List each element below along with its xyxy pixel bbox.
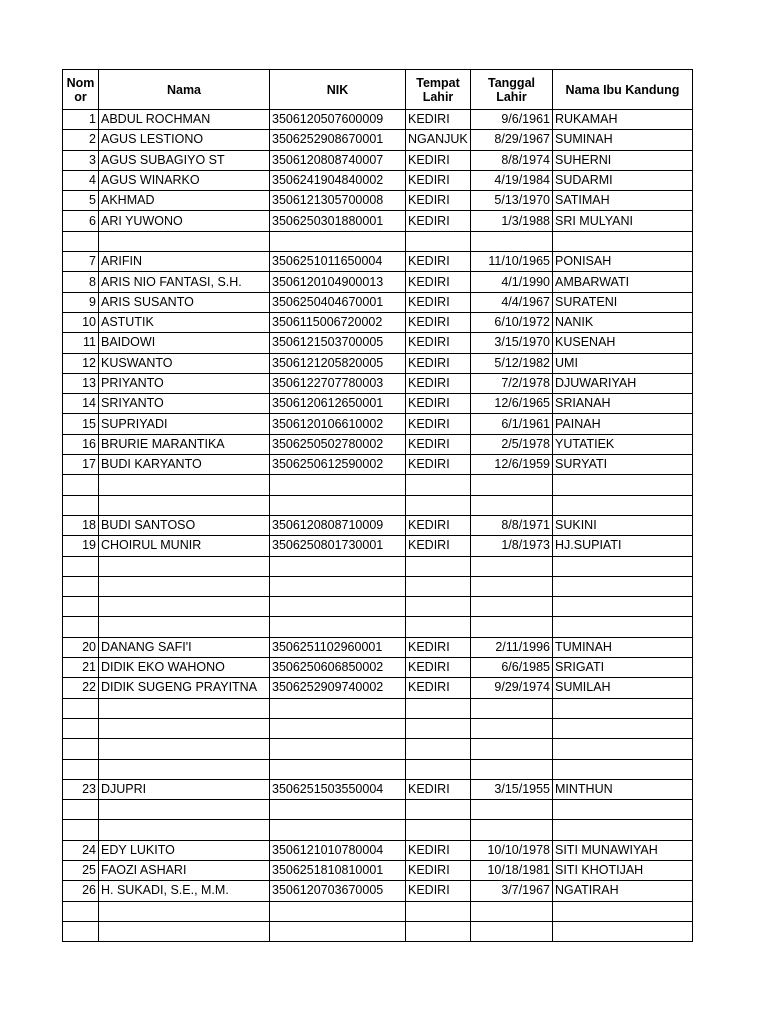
- cell-nomor: 18: [63, 515, 99, 535]
- cell-tanggal-lahir: [471, 597, 553, 617]
- table-row: [63, 110, 693, 130]
- cell-nomor: [63, 556, 99, 576]
- table-row: [63, 252, 693, 272]
- cell-nik: 3506121503700005: [270, 333, 406, 353]
- cell-tempat-lahir: [406, 739, 471, 759]
- cell-nik: [270, 576, 406, 596]
- cell-nama-ibu-kandung: [553, 475, 693, 495]
- cell-nomor: 13: [63, 373, 99, 393]
- cell-tanggal-lahir: [471, 495, 553, 515]
- table-row: [63, 434, 693, 454]
- cell-nik: 3506241904840002: [270, 170, 406, 190]
- cell-nama-ibu-kandung: [553, 820, 693, 840]
- cell-nomor: [63, 800, 99, 820]
- cell-nik: 3506120612650001: [270, 394, 406, 414]
- table-row: [63, 840, 693, 860]
- cell-nama: PRIYANTO: [99, 373, 270, 393]
- cell-nama: ARIFIN: [99, 252, 270, 272]
- table-row: [63, 881, 693, 901]
- cell-nama-ibu-kandung: SRIANAH: [553, 394, 693, 414]
- cell-nik: [270, 597, 406, 617]
- cell-tanggal-lahir: 12/6/1959: [471, 455, 553, 475]
- cell-nomor: 22: [63, 678, 99, 698]
- cell-tanggal-lahir: 8/8/1974: [471, 150, 553, 170]
- cell-tanggal-lahir: 10/10/1978: [471, 840, 553, 860]
- table-row: [63, 718, 693, 738]
- cell-tempat-lahir: KEDIRI: [406, 191, 471, 211]
- cell-tempat-lahir: KEDIRI: [406, 840, 471, 860]
- table-row: [63, 921, 693, 941]
- cell-nama: SRIYANTO: [99, 394, 270, 414]
- cell-nama: ASTUTIK: [99, 312, 270, 332]
- cell-nomor: 16: [63, 434, 99, 454]
- cell-nomor: [63, 698, 99, 718]
- cell-nama-ibu-kandung: NANIK: [553, 312, 693, 332]
- cell-nomor: 5: [63, 191, 99, 211]
- table-row: [63, 130, 693, 150]
- cell-nik: 3506120808740007: [270, 150, 406, 170]
- cell-tanggal-lahir: 9/29/1974: [471, 678, 553, 698]
- cell-nama-ibu-kandung: NGATIRAH: [553, 881, 693, 901]
- cell-nomor: [63, 820, 99, 840]
- cell-nama: DANANG SAFI'I: [99, 637, 270, 657]
- cell-nik: 3506252909740002: [270, 678, 406, 698]
- data-table: [62, 69, 693, 942]
- cell-nik: [270, 718, 406, 738]
- cell-tanggal-lahir: [471, 576, 553, 596]
- cell-tempat-lahir: KEDIRI: [406, 252, 471, 272]
- cell-nomor: [63, 739, 99, 759]
- cell-tempat-lahir: KEDIRI: [406, 312, 471, 332]
- cell-nama: [99, 820, 270, 840]
- cell-tempat-lahir: [406, 921, 471, 941]
- table-row: [63, 800, 693, 820]
- cell-tanggal-lahir: 9/6/1961: [471, 110, 553, 130]
- cell-nama: DIDIK SUGENG PRAYITNA: [99, 678, 270, 698]
- cell-nomor: 19: [63, 536, 99, 556]
- cell-tanggal-lahir: [471, 759, 553, 779]
- cell-nama: [99, 475, 270, 495]
- table-row: [63, 536, 693, 556]
- header-tempat-lahir: Tempat Lahir: [406, 70, 471, 110]
- cell-nama-ibu-kandung: SUKINI: [553, 515, 693, 535]
- cell-nama-ibu-kandung: SURATENI: [553, 292, 693, 312]
- cell-tempat-lahir: [406, 759, 471, 779]
- cell-nama: FAOZI ASHARI: [99, 860, 270, 880]
- header-tanggal-lahir: Tanggal Lahir: [471, 70, 553, 110]
- cell-nama-ibu-kandung: [553, 556, 693, 576]
- cell-tempat-lahir: KEDIRI: [406, 110, 471, 130]
- cell-nomor: [63, 231, 99, 251]
- cell-nama: [99, 698, 270, 718]
- table-row: [63, 455, 693, 475]
- cell-nama-ibu-kandung: [553, 800, 693, 820]
- cell-tanggal-lahir: [471, 800, 553, 820]
- table-row: [63, 394, 693, 414]
- cell-tempat-lahir: [406, 475, 471, 495]
- cell-nik: 3506120104900013: [270, 272, 406, 292]
- cell-nomor: 4: [63, 170, 99, 190]
- cell-nama-ibu-kandung: YUTATIEK: [553, 434, 693, 454]
- cell-nik: 3506120703670005: [270, 881, 406, 901]
- table-row: [63, 617, 693, 637]
- cell-nama-ibu-kandung: KUSENAH: [553, 333, 693, 353]
- cell-tempat-lahir: KEDIRI: [406, 373, 471, 393]
- cell-nama: SUPRIYADI: [99, 414, 270, 434]
- cell-tempat-lahir: [406, 231, 471, 251]
- cell-tanggal-lahir: [471, 921, 553, 941]
- cell-nama: AGUS LESTIONO: [99, 130, 270, 150]
- cell-nik: [270, 698, 406, 718]
- cell-nomor: 23: [63, 779, 99, 799]
- cell-nik: 3506115006720002: [270, 312, 406, 332]
- cell-nik: 3506250612590002: [270, 455, 406, 475]
- cell-nama-ibu-kandung: [553, 495, 693, 515]
- cell-tanggal-lahir: [471, 739, 553, 759]
- cell-tempat-lahir: [406, 698, 471, 718]
- cell-nama: ARIS SUSANTO: [99, 292, 270, 312]
- cell-tempat-lahir: KEDIRI: [406, 170, 471, 190]
- cell-tempat-lahir: KEDIRI: [406, 881, 471, 901]
- table-row: [63, 150, 693, 170]
- cell-nik: [270, 556, 406, 576]
- cell-nik: [270, 921, 406, 941]
- cell-tanggal-lahir: 3/15/1970: [471, 333, 553, 353]
- cell-nik: 3506121305700008: [270, 191, 406, 211]
- cell-tanggal-lahir: [471, 820, 553, 840]
- cell-nama: [99, 901, 270, 921]
- cell-tempat-lahir: NGANJUK: [406, 130, 471, 150]
- cell-nik: [270, 800, 406, 820]
- table-row: [63, 901, 693, 921]
- cell-nama-ibu-kandung: SUMILAH: [553, 678, 693, 698]
- cell-tempat-lahir: KEDIRI: [406, 333, 471, 353]
- cell-nik: [270, 901, 406, 921]
- table-row: [63, 597, 693, 617]
- cell-nik: 3506120507600009: [270, 110, 406, 130]
- cell-nik: 3506121205820005: [270, 353, 406, 373]
- cell-tempat-lahir: [406, 556, 471, 576]
- table-row: [63, 678, 693, 698]
- cell-nama: BRURIE MARANTIKA: [99, 434, 270, 454]
- cell-tempat-lahir: KEDIRI: [406, 434, 471, 454]
- cell-nik: [270, 231, 406, 251]
- cell-tanggal-lahir: 7/2/1978: [471, 373, 553, 393]
- cell-nomor: 3: [63, 150, 99, 170]
- cell-tempat-lahir: KEDIRI: [406, 414, 471, 434]
- cell-nama-ibu-kandung: SUHERNI: [553, 150, 693, 170]
- cell-nama: BUDI KARYANTO: [99, 455, 270, 475]
- table-row: [63, 231, 693, 251]
- cell-nama: DJUPRI: [99, 779, 270, 799]
- cell-nomor: 6: [63, 211, 99, 231]
- cell-nama: [99, 759, 270, 779]
- cell-tempat-lahir: KEDIRI: [406, 292, 471, 312]
- cell-tempat-lahir: KEDIRI: [406, 860, 471, 880]
- cell-tanggal-lahir: 5/12/1982: [471, 353, 553, 373]
- cell-nik: 3506251503550004: [270, 779, 406, 799]
- cell-nama: [99, 576, 270, 596]
- cell-tempat-lahir: [406, 901, 471, 921]
- cell-nik: 3506250404670001: [270, 292, 406, 312]
- table-row: [63, 779, 693, 799]
- cell-nik: 3506120106610002: [270, 414, 406, 434]
- cell-nama: ABDUL ROCHMAN: [99, 110, 270, 130]
- table-row: [63, 556, 693, 576]
- cell-nama: [99, 921, 270, 941]
- cell-nama: AGUS WINARKO: [99, 170, 270, 190]
- cell-tanggal-lahir: 11/10/1965: [471, 252, 553, 272]
- cell-nik: 3506120808710009: [270, 515, 406, 535]
- cell-nomor: [63, 921, 99, 941]
- cell-nik: 3506251102960001: [270, 637, 406, 657]
- table-row: [63, 414, 693, 434]
- table-row: [63, 739, 693, 759]
- cell-nomor: 25: [63, 860, 99, 880]
- cell-tempat-lahir: [406, 820, 471, 840]
- table-row: [63, 860, 693, 880]
- cell-tempat-lahir: KEDIRI: [406, 515, 471, 535]
- cell-tempat-lahir: KEDIRI: [406, 779, 471, 799]
- cell-nama: [99, 739, 270, 759]
- cell-nik: 3506250301880001: [270, 211, 406, 231]
- cell-nama-ibu-kandung: [553, 718, 693, 738]
- header-nama: Nama: [99, 70, 270, 110]
- cell-nama-ibu-kandung: SATIMAH: [553, 191, 693, 211]
- cell-nik: 3506251011650004: [270, 252, 406, 272]
- table-row: [63, 292, 693, 312]
- cell-tanggal-lahir: 4/1/1990: [471, 272, 553, 292]
- cell-nama-ibu-kandung: [553, 576, 693, 596]
- cell-nama: [99, 231, 270, 251]
- cell-tempat-lahir: KEDIRI: [406, 353, 471, 373]
- cell-nama: EDY LUKITO: [99, 840, 270, 860]
- cell-nama: [99, 597, 270, 617]
- cell-nomor: 14: [63, 394, 99, 414]
- cell-tempat-lahir: KEDIRI: [406, 394, 471, 414]
- cell-nomor: [63, 576, 99, 596]
- table-row: [63, 759, 693, 779]
- table-row: [63, 211, 693, 231]
- cell-nik: 3506250502780002: [270, 434, 406, 454]
- cell-nik: [270, 739, 406, 759]
- cell-nomor: [63, 617, 99, 637]
- cell-tanggal-lahir: 6/6/1985: [471, 658, 553, 678]
- cell-nomor: 2: [63, 130, 99, 150]
- cell-nama-ibu-kandung: HJ.SUPIATI: [553, 536, 693, 556]
- cell-tempat-lahir: KEDIRI: [406, 678, 471, 698]
- cell-nama-ibu-kandung: [553, 739, 693, 759]
- cell-tanggal-lahir: 12/6/1965: [471, 394, 553, 414]
- cell-nama-ibu-kandung: PONISAH: [553, 252, 693, 272]
- cell-nama-ibu-kandung: MINTHUN: [553, 779, 693, 799]
- table-row: [63, 637, 693, 657]
- cell-tanggal-lahir: 2/11/1996: [471, 637, 553, 657]
- cell-nama-ibu-kandung: [553, 901, 693, 921]
- cell-nama-ibu-kandung: PAINAH: [553, 414, 693, 434]
- table-body: [63, 110, 693, 942]
- cell-tempat-lahir: KEDIRI: [406, 455, 471, 475]
- cell-nik: [270, 759, 406, 779]
- cell-tanggal-lahir: 1/8/1973: [471, 536, 553, 556]
- cell-nomor: 10: [63, 312, 99, 332]
- cell-nomor: 12: [63, 353, 99, 373]
- header-nik: NIK: [270, 70, 406, 110]
- cell-tanggal-lahir: 6/10/1972: [471, 312, 553, 332]
- cell-tempat-lahir: KEDIRI: [406, 536, 471, 556]
- cell-nama-ibu-kandung: [553, 698, 693, 718]
- cell-tempat-lahir: [406, 495, 471, 515]
- cell-nomor: 20: [63, 637, 99, 657]
- cell-nik: 3506251810810001: [270, 860, 406, 880]
- cell-nama: BAIDOWI: [99, 333, 270, 353]
- cell-tanggal-lahir: [471, 617, 553, 637]
- cell-nik: 3506121010780004: [270, 840, 406, 860]
- cell-nama: KUSWANTO: [99, 353, 270, 373]
- cell-nama-ibu-kandung: SITI MUNAWIYAH: [553, 840, 693, 860]
- cell-nomor: [63, 759, 99, 779]
- cell-nomor: [63, 495, 99, 515]
- cell-nama-ibu-kandung: UMI: [553, 353, 693, 373]
- cell-nama-ibu-kandung: [553, 597, 693, 617]
- cell-tempat-lahir: [406, 800, 471, 820]
- cell-nama-ibu-kandung: SURYATI: [553, 455, 693, 475]
- table-row: [63, 698, 693, 718]
- table-row: [63, 272, 693, 292]
- cell-nomor: [63, 597, 99, 617]
- header-row: [63, 70, 693, 110]
- cell-nama-ibu-kandung: SRI MULYANI: [553, 211, 693, 231]
- header-nomor: Nom or: [63, 70, 99, 110]
- cell-tanggal-lahir: 8/29/1967: [471, 130, 553, 150]
- cell-tanggal-lahir: 3/15/1955: [471, 779, 553, 799]
- table-row: [63, 475, 693, 495]
- cell-nik: 3506122707780003: [270, 373, 406, 393]
- table-row: [63, 658, 693, 678]
- cell-nama: [99, 800, 270, 820]
- cell-tanggal-lahir: 4/19/1984: [471, 170, 553, 190]
- cell-nomor: [63, 901, 99, 921]
- cell-nama-ibu-kandung: TUMINAH: [553, 637, 693, 657]
- table-row: [63, 170, 693, 190]
- cell-tanggal-lahir: [471, 718, 553, 738]
- cell-tempat-lahir: KEDIRI: [406, 272, 471, 292]
- cell-nama-ibu-kandung: [553, 759, 693, 779]
- cell-tempat-lahir: KEDIRI: [406, 658, 471, 678]
- cell-tempat-lahir: KEDIRI: [406, 211, 471, 231]
- cell-tempat-lahir: [406, 617, 471, 637]
- cell-tanggal-lahir: 4/4/1967: [471, 292, 553, 312]
- cell-tempat-lahir: [406, 576, 471, 596]
- table-row: [63, 191, 693, 211]
- header-nama-ibu-kandung: Nama Ibu Kandung: [553, 70, 693, 110]
- cell-tanggal-lahir: [471, 475, 553, 495]
- cell-nama-ibu-kandung: AMBARWATI: [553, 272, 693, 292]
- cell-nama: BUDI SANTOSO: [99, 515, 270, 535]
- cell-nama: CHOIRUL MUNIR: [99, 536, 270, 556]
- cell-tanggal-lahir: 3/7/1967: [471, 881, 553, 901]
- cell-nama: [99, 718, 270, 738]
- cell-nik: 3506250801730001: [270, 536, 406, 556]
- cell-nik: [270, 495, 406, 515]
- cell-nama: H. SUKADI, S.E., M.M.: [99, 881, 270, 901]
- cell-nama: ARIS NIO FANTASI, S.H.: [99, 272, 270, 292]
- cell-nomor: [63, 475, 99, 495]
- cell-tanggal-lahir: [471, 556, 553, 576]
- table-row: [63, 333, 693, 353]
- cell-nama-ibu-kandung: SRIGATI: [553, 658, 693, 678]
- cell-tanggal-lahir: 2/5/1978: [471, 434, 553, 454]
- cell-tanggal-lahir: [471, 231, 553, 251]
- cell-nama-ibu-kandung: [553, 617, 693, 637]
- table-row: [63, 353, 693, 373]
- cell-nomor: [63, 718, 99, 738]
- cell-nomor: 15: [63, 414, 99, 434]
- cell-nama-ibu-kandung: SUDARMI: [553, 170, 693, 190]
- cell-nama: DIDIK EKO WAHONO: [99, 658, 270, 678]
- cell-nama-ibu-kandung: SUMINAH: [553, 130, 693, 150]
- cell-nik: 3506252908670001: [270, 130, 406, 150]
- cell-nomor: 24: [63, 840, 99, 860]
- cell-nama-ibu-kandung: SITI KHOTIJAH: [553, 860, 693, 880]
- cell-nik: [270, 617, 406, 637]
- cell-tanggal-lahir: 10/18/1981: [471, 860, 553, 880]
- cell-nomor: 21: [63, 658, 99, 678]
- cell-nomor: 26: [63, 881, 99, 901]
- cell-nama-ibu-kandung: DJUWARIYAH: [553, 373, 693, 393]
- cell-tanggal-lahir: 6/1/1961: [471, 414, 553, 434]
- cell-nik: [270, 475, 406, 495]
- cell-nama: [99, 556, 270, 576]
- cell-nik: 3506250606850002: [270, 658, 406, 678]
- cell-nomor: 8: [63, 272, 99, 292]
- cell-tanggal-lahir: 1/3/1988: [471, 211, 553, 231]
- cell-nama-ibu-kandung: [553, 921, 693, 941]
- cell-nomor: 7: [63, 252, 99, 272]
- cell-tanggal-lahir: [471, 901, 553, 921]
- cell-tempat-lahir: [406, 718, 471, 738]
- cell-nama: [99, 495, 270, 515]
- cell-nomor: 17: [63, 455, 99, 475]
- cell-nama: AGUS SUBAGIYO ST: [99, 150, 270, 170]
- cell-tempat-lahir: KEDIRI: [406, 637, 471, 657]
- table-row: [63, 515, 693, 535]
- cell-tempat-lahir: KEDIRI: [406, 150, 471, 170]
- cell-nama-ibu-kandung: RUKAMAH: [553, 110, 693, 130]
- cell-nomor: 1: [63, 110, 99, 130]
- cell-nik: [270, 820, 406, 840]
- table-row: [63, 495, 693, 515]
- cell-nomor: 11: [63, 333, 99, 353]
- cell-nama: AKHMAD: [99, 191, 270, 211]
- cell-nama: ARI YUWONO: [99, 211, 270, 231]
- table-row: [63, 312, 693, 332]
- table-row: [63, 373, 693, 393]
- cell-tanggal-lahir: 8/8/1971: [471, 515, 553, 535]
- table-row: [63, 576, 693, 596]
- cell-tempat-lahir: [406, 597, 471, 617]
- cell-nama: [99, 617, 270, 637]
- cell-tanggal-lahir: 5/13/1970: [471, 191, 553, 211]
- cell-nama-ibu-kandung: [553, 231, 693, 251]
- cell-tanggal-lahir: [471, 698, 553, 718]
- cell-nomor: 9: [63, 292, 99, 312]
- table-row: [63, 820, 693, 840]
